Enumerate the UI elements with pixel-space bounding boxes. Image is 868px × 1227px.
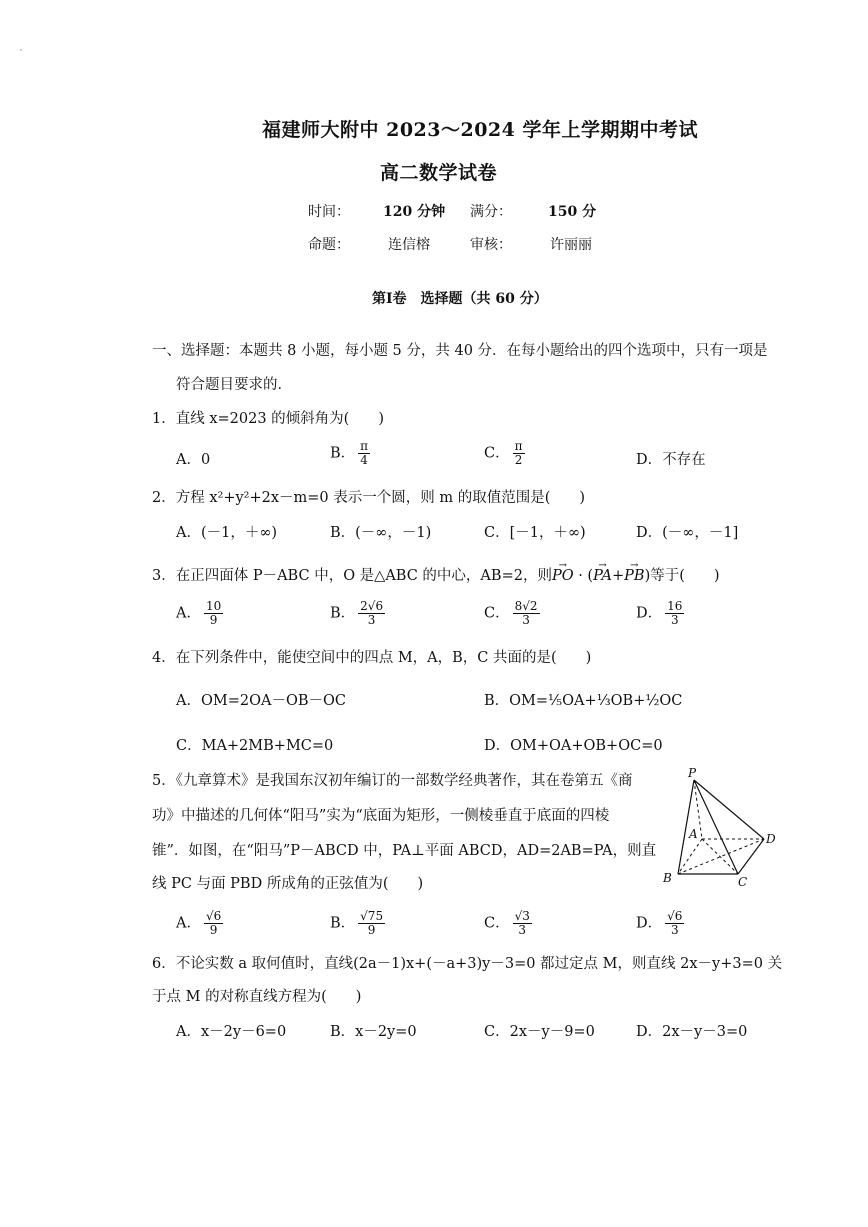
fraction-numerator: √3 xyxy=(514,909,530,923)
q6-line2: 于点 M 的对称直线方程为( ) xyxy=(152,989,362,1005)
author-value: 连信榕 xyxy=(388,237,430,253)
author-label: 命题： xyxy=(308,237,350,253)
q3-option-d xyxy=(636,600,684,627)
q1-option-c-label: C． xyxy=(484,445,510,462)
pyramid-figure xyxy=(658,766,778,891)
edge-pd xyxy=(694,780,764,839)
fraction-denominator: 3 xyxy=(670,613,679,627)
section1-instruction-line1: 一、选择题：本题共 8 小题，每小题 5 分，共 40 分．在每小题给出的四个选项中，只有一项是 xyxy=(152,343,768,359)
time-label: 时间： xyxy=(308,204,350,220)
label-c: C xyxy=(738,875,748,889)
label-a: A xyxy=(689,827,698,841)
q3-option-d-fraction xyxy=(665,600,684,627)
fraction-numerator: √75 xyxy=(360,909,384,923)
fraction-denominator: 4 xyxy=(360,453,368,467)
q1-option-c-fraction xyxy=(513,440,525,467)
q3-option-c-label: C． xyxy=(484,605,510,622)
q3-option-d-label: D． xyxy=(636,605,663,622)
q1-option-b-label: B． xyxy=(330,445,356,462)
score-value: 150 分 xyxy=(548,204,597,220)
fraction-numerator: 8√2 xyxy=(514,599,538,613)
fraction-denominator: 9 xyxy=(209,613,218,627)
q3-option-a-fraction xyxy=(204,600,223,627)
q6-option-a: A．x－2y－6=0 xyxy=(176,1024,287,1040)
q2-option-d: D．(－∞，－1] xyxy=(636,525,739,541)
q3-option-c xyxy=(484,600,540,627)
q3-option-a-label: A． xyxy=(176,605,201,622)
q5-option-d-label: D． xyxy=(636,915,663,932)
q2-option-c: C．[－1，＋∞) xyxy=(484,525,586,541)
q6-line1: 6．不论实数 a 取何值时，直线(2a－1)x+(－a+3)y－3=0 都过定点 M，则直线 2x－y+3=0 关 xyxy=(152,956,783,972)
exam-subtitle: 高二数学试卷 xyxy=(380,162,498,184)
vector-po: → PO xyxy=(552,566,574,586)
q3-plus: + xyxy=(612,568,625,584)
q5-option-a-label: A． xyxy=(176,915,201,932)
q5-option-b xyxy=(330,910,385,937)
q4-stem: 4．在下列条件中，能使空间中的四点 M，A，B，C 共面的是( ) xyxy=(152,650,592,666)
vector-pa: → PA xyxy=(593,566,612,586)
edge-pc xyxy=(694,780,738,874)
fraction-denominator: 3 xyxy=(522,613,530,627)
label-b: B xyxy=(663,871,672,885)
q5-option-d-fraction xyxy=(665,910,684,937)
q1-option-b-fraction xyxy=(358,440,370,467)
fraction-numerator: π xyxy=(514,439,523,453)
q3-option-b-label: B． xyxy=(330,605,356,622)
q5-option-c xyxy=(484,910,532,937)
q3-option-c-fraction xyxy=(513,600,540,627)
q6-option-c: C．2x－y－9=0 xyxy=(484,1024,595,1040)
q2-option-a: A．(－1，＋∞) xyxy=(176,525,278,541)
q5-option-c-fraction xyxy=(513,910,532,937)
fraction-numerator: 16 xyxy=(667,599,683,613)
q1-option-b xyxy=(330,440,370,467)
q5-line2: 功》中描述的几何体“阳马”实为“底面为矩形，一侧棱垂直于底面的四棱 xyxy=(152,808,610,824)
fraction-numerator: 10 xyxy=(205,599,222,613)
fraction-denominator: 9 xyxy=(367,923,376,937)
q3-stem-end: )等于( ) xyxy=(644,568,720,584)
label-p: P xyxy=(688,766,697,780)
q5-option-b-fraction xyxy=(358,910,385,937)
q5-line3: 锥”．如图，在“阳马”P－ABCD 中，PA⊥平面 ABCD，AD=2AB=PA，则直 xyxy=(152,843,657,859)
fraction-numerator: π xyxy=(360,439,369,453)
exam-title: 福建师大附中 2023～2024 学年上学期期中考试 xyxy=(262,119,698,141)
q5-line1: 5．《九章算术》是我国东汉初年编订的一部数学经典著作，其在卷第五《商 xyxy=(152,773,633,789)
part1-title: 第Ⅰ卷 选择题（共 60 分） xyxy=(372,291,548,307)
q3-option-a xyxy=(176,600,223,627)
q5-option-c-label: C． xyxy=(484,915,510,932)
edge-ac xyxy=(702,839,738,874)
fraction-numerator: 2√6 xyxy=(360,599,384,613)
label-d: D xyxy=(766,832,776,846)
q1-option-a: A．0 xyxy=(176,452,211,468)
q6-option-d: D．2x－y－3=0 xyxy=(636,1024,748,1040)
q2-option-b: B．(－∞，－1) xyxy=(330,525,432,541)
q4-option-c: C．MA+2MB+MC=0 xyxy=(176,738,334,754)
fraction-numerator: √6 xyxy=(205,909,222,923)
q5-line4: 线 PC 与面 PBD 所成角的正弦值为( ) xyxy=(152,876,424,892)
reviewer-value: 许丽丽 xyxy=(550,237,592,253)
vector-pb: → PB xyxy=(624,566,644,586)
q1-option-c xyxy=(484,440,525,467)
fraction-denominator: 9 xyxy=(209,923,218,937)
reviewer-label: 审核： xyxy=(470,237,512,253)
q3-option-b xyxy=(330,600,385,627)
fraction-denominator: 3 xyxy=(518,923,527,937)
q1-option-d: D．不存在 xyxy=(636,452,706,468)
q5-option-b-label: B． xyxy=(330,915,356,932)
q3-dot: · ( xyxy=(573,568,594,584)
q1-stem: 1．直线 x=2023 的倾斜角为( ) xyxy=(152,411,384,427)
q3-stem xyxy=(152,566,720,586)
q2-stem: 2．方程 x²+y²+2x－m=0 表示一个圆，则 m 的取值范围是( ) xyxy=(152,490,586,506)
q3-stem-text: 3．在正四面体 P－ABC 中，O 是△ABC 的中心，AB=2，则 xyxy=(152,568,552,584)
fraction-denominator: 3 xyxy=(670,923,679,937)
time-value: 120 分钟 xyxy=(383,204,446,220)
q4-option-b: B．OM=⅕OA+⅓OB+½OC xyxy=(484,693,683,709)
section1-instruction-line2: 符合题目要求的． xyxy=(176,377,292,393)
fraction-denominator: 2 xyxy=(514,453,523,467)
q5-option-a-fraction xyxy=(204,910,223,937)
fraction-denominator: 3 xyxy=(367,613,376,627)
scan-dot xyxy=(20,49,22,51)
fraction-numerator: √6 xyxy=(667,909,683,923)
q4-option-d: D．OM+OA+OB+OC=0 xyxy=(484,738,663,754)
score-label: 满分： xyxy=(470,204,512,220)
q4-option-a: A．OM=2OA－OB－OC xyxy=(176,693,346,709)
q5-option-a xyxy=(176,910,223,937)
q3-option-b-fraction xyxy=(358,600,385,627)
q5-option-d xyxy=(636,910,684,937)
q6-option-b: B．x－2y=0 xyxy=(330,1024,417,1040)
